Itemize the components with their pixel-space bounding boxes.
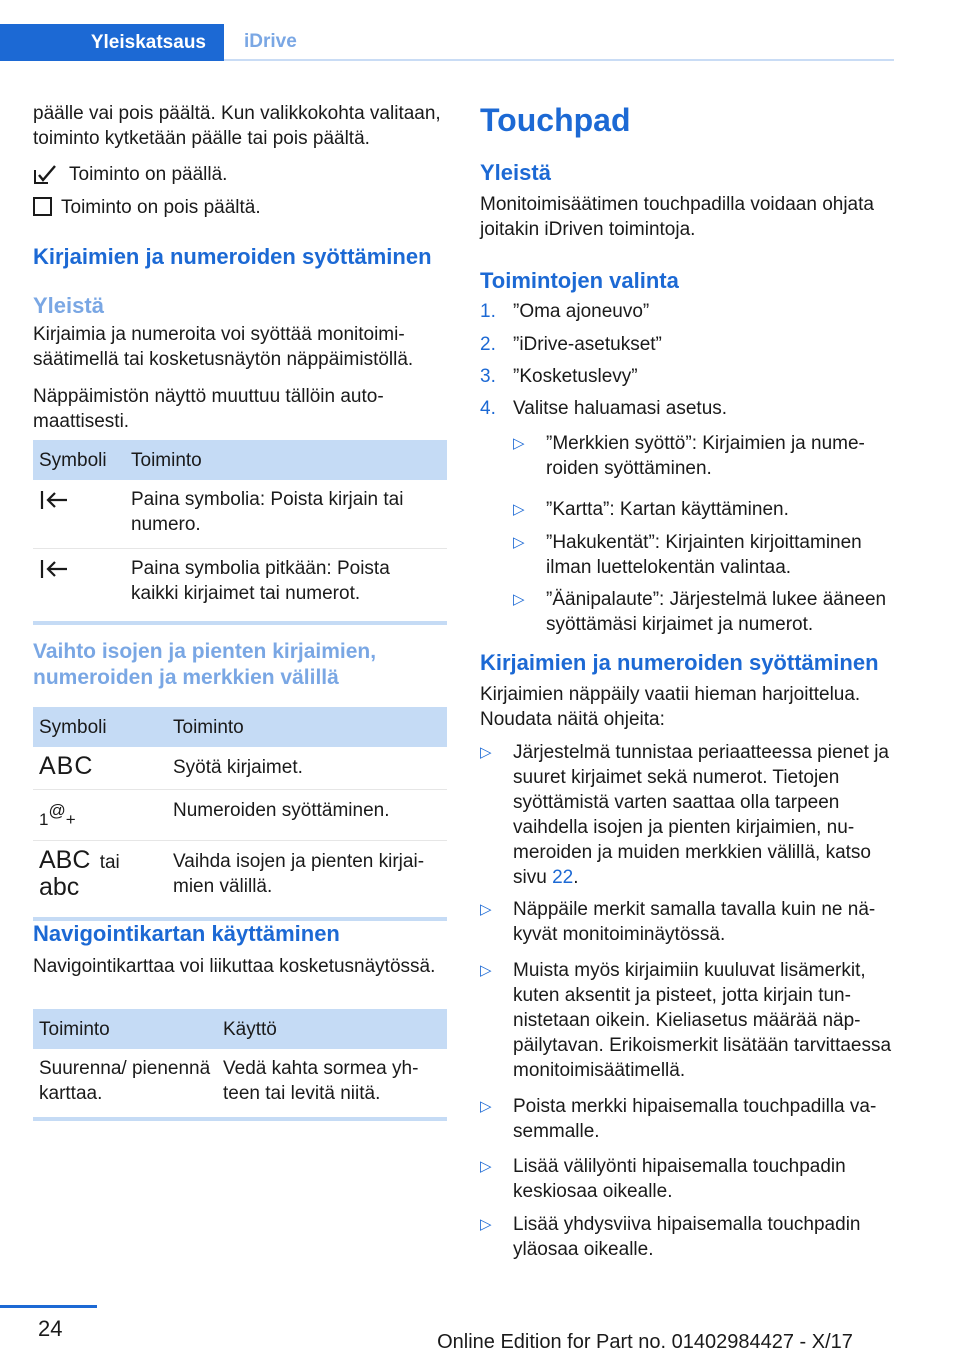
intro-paragraph: päälle vai pois päältä. Kun valikkokohta valitaan, toiminto kytketään päälle tai pois päältä.	[33, 103, 441, 149]
footer-rule	[0, 1305, 97, 1308]
backspace-icon	[39, 489, 69, 511]
general-title: Yleistä	[33, 293, 104, 318]
abc-lowercase-icon: abc	[39, 873, 80, 901]
list-item: ▷ ”Äänipalaute”: Järjestelmä lukee ääneen syöttämäsi kirjaimet ja numerot.	[513, 589, 887, 635]
table-row	[33, 747, 447, 790]
abc-uppercase-icon: ABC	[39, 752, 94, 780]
triangle-bullet-icon: ▷	[480, 962, 492, 979]
table-row	[33, 841, 447, 914]
list-item: ▷ Lisää yhdysviiva hipaisemalla touchpadin yläosaa oikealle.	[480, 1214, 861, 1260]
list-item: ▷ Poista merkki hipaisemalla touchpadilla vasemmalle.	[480, 1096, 877, 1142]
table-cell: Suurenna/ pienennä karttaa.	[39, 1058, 211, 1104]
case-switch-table	[33, 707, 447, 921]
list-item: 2. ”iDrive-asetukset”	[480, 334, 662, 355]
list-item: ▷ Näppäile merkit samalla tavalla kuin ne näkyvät monitoiminäytössä.	[480, 899, 876, 945]
table-row	[33, 549, 447, 618]
tips-list	[480, 740, 896, 1264]
table-header-symbol: Symboli	[33, 440, 125, 480]
map-title: Navigointikartan käyttäminen	[33, 921, 340, 946]
footer-edition: Online Edition for Part no. 01402984427 - X/17	[437, 1331, 853, 1353]
checked-label: Toiminto on päällä.	[69, 164, 228, 185]
delete-symbol-table	[33, 440, 447, 625]
entry-title: Kirjaimien ja numeroiden syöttäminen	[480, 650, 879, 675]
list-item: ▷ ”Kartta”: Kartan käyttäminen.	[513, 499, 789, 520]
triangle-bullet-icon: ▷	[480, 901, 492, 918]
map-paragraph: Navigointikarttaa voi liikuttaa kosketusnäytössä.	[33, 956, 436, 977]
touchpad-title: Touchpad	[480, 102, 631, 138]
table-cell: Paina symbolia: Poista kirjain tai numero.	[125, 480, 447, 549]
abc-uppercase-icon: ABC	[39, 846, 91, 874]
or-label: tai	[99, 852, 120, 873]
case-toggle-icons	[39, 848, 161, 902]
list-item: ▷ ”Merkkien syöttö”: Kirjaimien ja numeroiden syöttäminen.	[513, 433, 865, 479]
triangle-bullet-icon: ▷	[480, 744, 492, 761]
triangle-bullet-icon: ▷	[513, 501, 525, 518]
sub-options-list	[513, 431, 896, 637]
unchecked-label: Toiminto on pois päältä.	[61, 197, 261, 218]
list-item: 3. ”Kosketuslevy”	[480, 366, 638, 387]
general-paragraph-1: Kirjaimia ja numeroita voi syöttää monitoimisäätimellä tai kosketusnäytön näppäimistöllä.	[33, 324, 414, 370]
table-cell: Numeroiden syöttäminen.	[167, 790, 447, 841]
checkbox-unchecked-icon	[33, 197, 53, 217]
table-cell: Vedä kahta sormea yhteen tai levitä niitä.	[223, 1058, 419, 1104]
table-header-symbol: Symboli	[33, 707, 167, 747]
table-header-function: Toiminto	[167, 707, 447, 747]
table-header-function: Toiminto	[33, 1009, 217, 1049]
table-end-bar	[33, 1117, 447, 1121]
map-gesture-table	[33, 1009, 447, 1121]
table-row	[33, 480, 447, 549]
general-title: Yleistä	[480, 160, 551, 185]
case-switch-title: Vaihto isojen ja pienten kirjaimien, numeroiden ja merkkien välillä	[33, 640, 377, 689]
steps-list	[480, 299, 896, 428]
list-item: ▷ Lisää välilyönti hipaisemalla touchpadin keskiosaa oikealle.	[480, 1156, 846, 1202]
numbers-symbols-icon: 1@+	[39, 801, 76, 829]
triangle-bullet-icon: ▷	[513, 435, 525, 452]
entry-paragraph: Kirjaimien näppäily vaatii hieman harjoittelua. Noudata näitä ohjeita:	[480, 684, 861, 730]
tab-yleiskatsaus[interactable]: Yleiskatsaus	[0, 24, 224, 61]
backspace-long-press-icon	[39, 558, 69, 580]
general-paragraph: Monitoimisäätimen touchpadilla voidaan ohjata joitakin iDriven toimintoja.	[480, 194, 874, 240]
list-item: ▷ Järjestelmä tunnistaa periaatteessa pienet ja suuret kirjaimet sekä numerot. Tietojen syöttämistä varten saattaa olla tarpeen vaihdella isojen ja pienten kirjaimien, numeroiden ja muiden merkkien välillä, katso sivu 22.	[480, 742, 890, 888]
table-row	[33, 790, 447, 841]
list-item: 1. ”Oma ajoneuvo”	[480, 301, 650, 322]
unchecked-line	[33, 195, 447, 220]
list-item: ▷ Muista myös kirjaimiin kuuluvat lisämerkit, kuten aksentit ja pisteet, jotta kirjain tunnistetaan oikein. Kieliasetus määrää näppäilytavan. Erikoismerkit lisätään tarvittaessa monitoimisäätimellä.	[480, 960, 892, 1081]
table-cell: Syötä kirjaimet.	[167, 747, 447, 790]
table-cell: Vaihda isojen ja pienten kirjaimien välillä.	[173, 851, 425, 897]
list-item: 4. Valitse haluamasi asetus.	[480, 398, 728, 419]
table-row	[33, 1049, 447, 1117]
page-link[interactable]: 22	[552, 867, 574, 888]
triangle-bullet-icon: ▷	[480, 1216, 492, 1233]
triangle-bullet-icon: ▷	[480, 1098, 492, 1115]
checked-line	[33, 162, 447, 187]
list-item: ▷ ”Hakukentät”: Kirjainten kirjoittaminen ilman luettelokentän valintaa.	[513, 532, 862, 578]
table-header-usage: Käyttö	[217, 1009, 447, 1049]
checkbox-checked-icon	[33, 164, 59, 186]
triangle-bullet-icon: ▷	[480, 1158, 492, 1175]
tab-idrive[interactable]: iDrive	[224, 24, 894, 61]
page-number: 24	[38, 1316, 63, 1341]
select-functions-title: Toimintojen valinta	[480, 268, 679, 293]
section-title-entry: Kirjaimien ja numeroiden syöttäminen	[33, 244, 432, 269]
table-end-bar	[33, 621, 447, 625]
table-header-function: Toiminto	[125, 440, 447, 480]
triangle-bullet-icon: ▷	[513, 534, 525, 551]
table-cell: Paina symbolia pitkään: Poista kaikki kirjaimet tai numerot.	[131, 558, 390, 604]
triangle-bullet-icon: ▷	[513, 591, 525, 608]
general-paragraph-2: Näppäimistön näyttö muuttuu tällöin automaattisesti.	[33, 386, 384, 432]
